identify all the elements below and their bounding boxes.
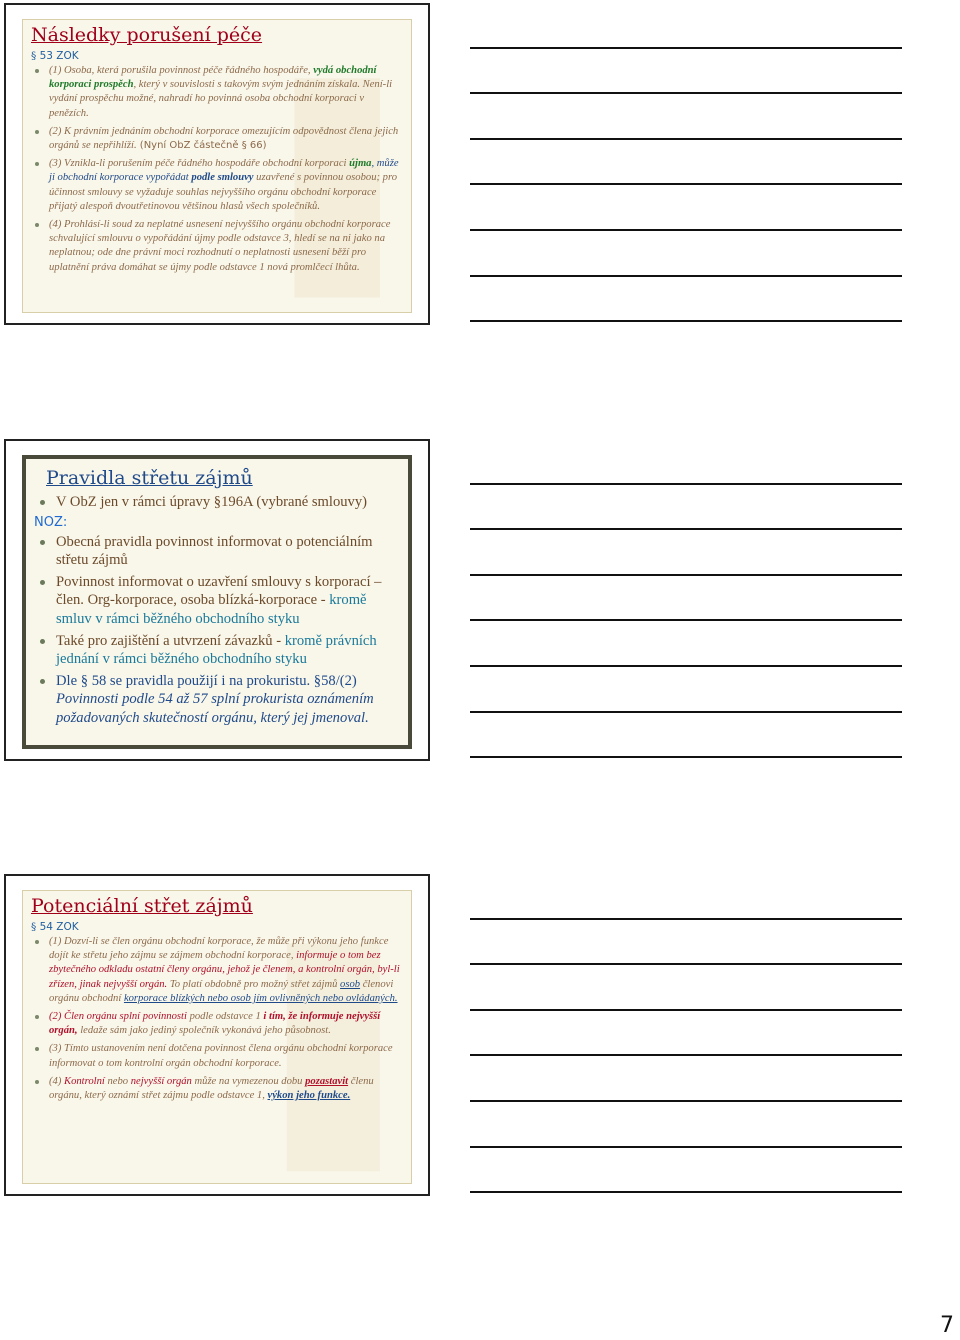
note-line — [470, 275, 902, 277]
note-line — [470, 963, 902, 965]
note-line — [470, 665, 902, 667]
slide-2-content-area — [22, 455, 412, 749]
section-reference: § 53 ZOK — [31, 50, 79, 62]
slide-title: Pravidla střetu zájmů — [46, 467, 253, 489]
rule-item: Také pro zajištění a utvrzení závazků - kromě právních jednání v rámci běžného obchodního styku — [34, 632, 400, 669]
rule-item: Dle § 58 se pravidla použijí i na prokuristu. §58/(2) Povinnosti podle 54 až 57 splní prokurista oznámením požadovaných skutečností orgánu, který jej jmenoval. — [34, 672, 400, 728]
section-reference: § 54 ZOK — [31, 921, 79, 933]
note-line — [470, 918, 902, 920]
paragraph-item: (1) Dozví-li se člen orgánu obchodní korporace, že může při výkonu jeho funkce dojít ke střetu jeho zájmu se zájmem obchodní korporace, informuje o tom bez zbytečného odkladu ostatní členy orgánu, jehož je členem, a kontrolní orgán, byl-li zřízen, jinak nejvyšší orgán. To platí obdobně pro možný střet zájmů osob členovi orgánu obchodní korporace blízkých nebo osob jím ovlivněných nebo ovládaných. — [31, 935, 403, 1006]
note-line — [470, 619, 902, 621]
paragraph-item: (3) Vznikla-li porušením péče řádného hospodáře obchodní korporaci újma, může ji obchodní korporace vypořádat podle smlouvy uzavřené s povinnou osobou; pro účinnost smlouvy se vyžaduje souhlas nejvyššího orgánu obchodní korporace přijatý alespoň dvoutřetinovou většinou hlasů všech společníků. — [31, 157, 403, 214]
note-line — [470, 483, 902, 485]
note-line — [470, 138, 902, 140]
paragraph-item: (1) Osoba, která porušila povinnost péče řádného hospodáře, vydá obchodní korporaci prospěch, který v souvislosti s takovým svým jednáním získala. Není-li vydání prospěchu možné, nahradí ho povinná osoba obchodní korporaci v penězích. — [31, 64, 403, 121]
rule-item: Obecná pravidla povinnost informovat o potenciálním střetu zájmů — [34, 533, 400, 570]
paragraph-item: (2) Člen orgánu splní povinnosti podle odstavce 1 i tím, že informuje nejvyšší orgán, ledaže sám jako jediný společník vykonává jeho působnost. — [31, 1010, 403, 1038]
note-line — [470, 1191, 902, 1193]
note-line — [470, 1100, 902, 1102]
rule-list — [34, 533, 400, 728]
rule-list — [34, 493, 400, 512]
note-line — [470, 574, 902, 576]
note-line — [470, 1009, 902, 1011]
note-line — [470, 47, 902, 49]
slide-title: Potenciální střet zájmů — [31, 895, 253, 917]
rule-item: V ObZ jen v rámci úpravy §196A (vybrané smlouvy) — [34, 493, 400, 512]
note-line — [470, 1054, 902, 1056]
note-line — [470, 320, 902, 322]
slide-1-content-area — [22, 19, 412, 313]
note-line — [470, 229, 902, 231]
note-line — [470, 183, 902, 185]
slide-title: Následky porušení péče — [31, 24, 263, 46]
paragraph-list — [31, 64, 403, 275]
slide-1 — [4, 3, 430, 325]
slide-3 — [4, 874, 430, 1196]
note-line — [470, 756, 902, 758]
paragraph-item: (3) Tímto ustanovením není dotčena povinnost člena orgánu obchodní korporace informovat o tom kontrolní orgán obchodní korporace. — [31, 1042, 403, 1070]
paragraph-list — [31, 935, 403, 1103]
paragraph-item: (2) K právním jednáním obchodní korporace omezujícím odpovědnost člena jejich orgánů se nepřihlíží. (Nyní ObZ částečně § 66) — [31, 125, 403, 153]
note-line — [470, 711, 902, 713]
paragraph-item: (4) Prohlásí-li soud za neplatné usnesení nejvyššího orgánu obchodní korporace schvalující smlouvu o vypořádání újmy podle odstavce 3, hledí se na ni jako na neplatnou; ode dne právní moci rozhodnutí o neplatnosti usnesení běží pro uplatnění práva domáhat se újmy podle odstavce 1 nová promlčecí lhůta. — [31, 218, 403, 275]
note-line — [470, 1146, 902, 1148]
rule-item: Povinnost informovat o uzavření smlouvy s korporací – člen. Org-korporace, osoba blízká-korporace - kromě smluv v rámci běžného obchodního styku — [34, 573, 400, 629]
page-number: 7 — [940, 1313, 954, 1338]
note-line — [470, 92, 902, 94]
slide-3-content-area — [22, 890, 412, 1184]
paragraph-item: (4) Kontrolní nebo nejvyšší orgán může na vymezenou dobu pozastavit členu orgánu, který oznámí střet zájmu podle odstavce 1, výkon jeho funkce. — [31, 1075, 403, 1103]
note-line — [470, 528, 902, 530]
slide-2 — [4, 439, 430, 761]
noz-label: NOZ: — [34, 514, 68, 530]
